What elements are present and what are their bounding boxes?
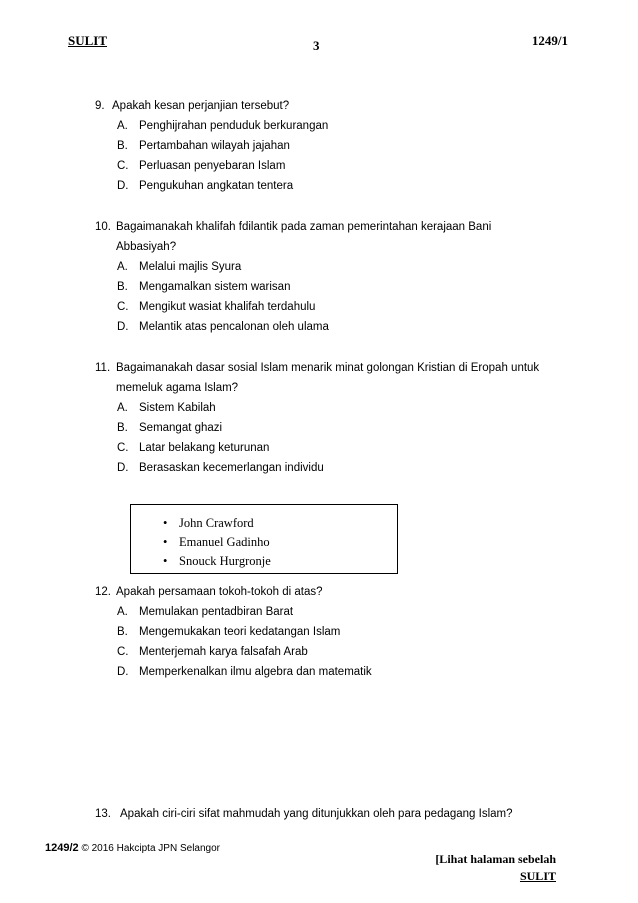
question-10 (95, 217, 491, 337)
option-a: A. Memulakan pentadbiran Barat (117, 606, 294, 618)
option-c: C. Mengikut wasiat khalifah terdahulu (117, 301, 316, 313)
option-d: D. Pengukuhan angkatan tentera (117, 180, 294, 192)
footer-copyright (45, 842, 220, 854)
figure-item: • Snouck Hurgronje (163, 554, 271, 568)
footer-next-page (435, 851, 556, 885)
option-a: A. Sistem Kabilah (117, 402, 216, 414)
question-stem: Apakah ciri-ciri sifat mahmudah yang ditunjukkan oleh para pedagang Islam? (120, 808, 513, 820)
option-b: B. Mengemukakan teori kedatangan Islam (117, 626, 341, 638)
option-d: D. Berasaskan kecemerlangan individu (117, 462, 324, 474)
question-number: 9. (95, 100, 105, 112)
question-12 (95, 582, 372, 682)
question-13 (95, 804, 513, 824)
question-number: 11. (95, 362, 111, 374)
question-number: 13. (95, 808, 111, 820)
question-stem: Apakah kesan perjanjian tersebut? (112, 100, 290, 112)
header-code: 1249/1 (531, 33, 568, 48)
figure-item: • Emanuel Gadinho (163, 535, 270, 549)
option-d: D. Memperkenalkan ilmu algebra dan matematik (117, 666, 372, 678)
question-number: 12. (95, 586, 111, 598)
question-stem: Bagaimanakah khalifah fdilantik pada zaman pemerintahan kerajaan Bani (116, 221, 492, 233)
option-d: D. Melantik atas pencalonan oleh ulama (117, 321, 329, 333)
question-stem: Apakah persamaan tokoh-tokoh di atas? (116, 586, 323, 598)
option-c: C. Perluasan penyebaran Islam (117, 160, 286, 172)
footer-sulit: SULIT (519, 869, 556, 883)
option-c: C. Latar belakang keturunan (117, 442, 270, 454)
page-number: 3 (313, 38, 320, 53)
question-9 (95, 96, 328, 196)
footer-next-label: [Lihat halaman sebelah (435, 852, 556, 866)
question-number: 10. (95, 221, 111, 233)
option-b: B. Pertambahan wilayah jajahan (117, 140, 290, 152)
option-a: A. Melalui majlis Syura (117, 261, 242, 273)
question-stem-continued: memeluk agama Islam? (116, 382, 239, 394)
question-stem-continued: Abbasiyah? (116, 241, 177, 253)
footer-copyright-text: © 2016 Hakcipta JPN Selangor (81, 843, 220, 854)
header-sulit: SULIT (68, 33, 108, 48)
option-a: A. Penghijrahan penduduk berkurangan (117, 120, 329, 132)
option-c: C. Menterjemah karya falsafah Arab (117, 646, 308, 658)
question-11 (95, 358, 539, 478)
question-stem: Bagaimanakah dasar sosial Islam menarik minat golongan Kristian di Eropah untuk (116, 362, 540, 374)
option-b: B. Semangat ghazi (117, 422, 223, 434)
figure-item: • John Crawford (163, 516, 254, 530)
option-b: B. Mengamalkan sistem warisan (117, 281, 291, 293)
footer-code: 1249/2 (45, 842, 79, 854)
figures-box (130, 504, 398, 574)
